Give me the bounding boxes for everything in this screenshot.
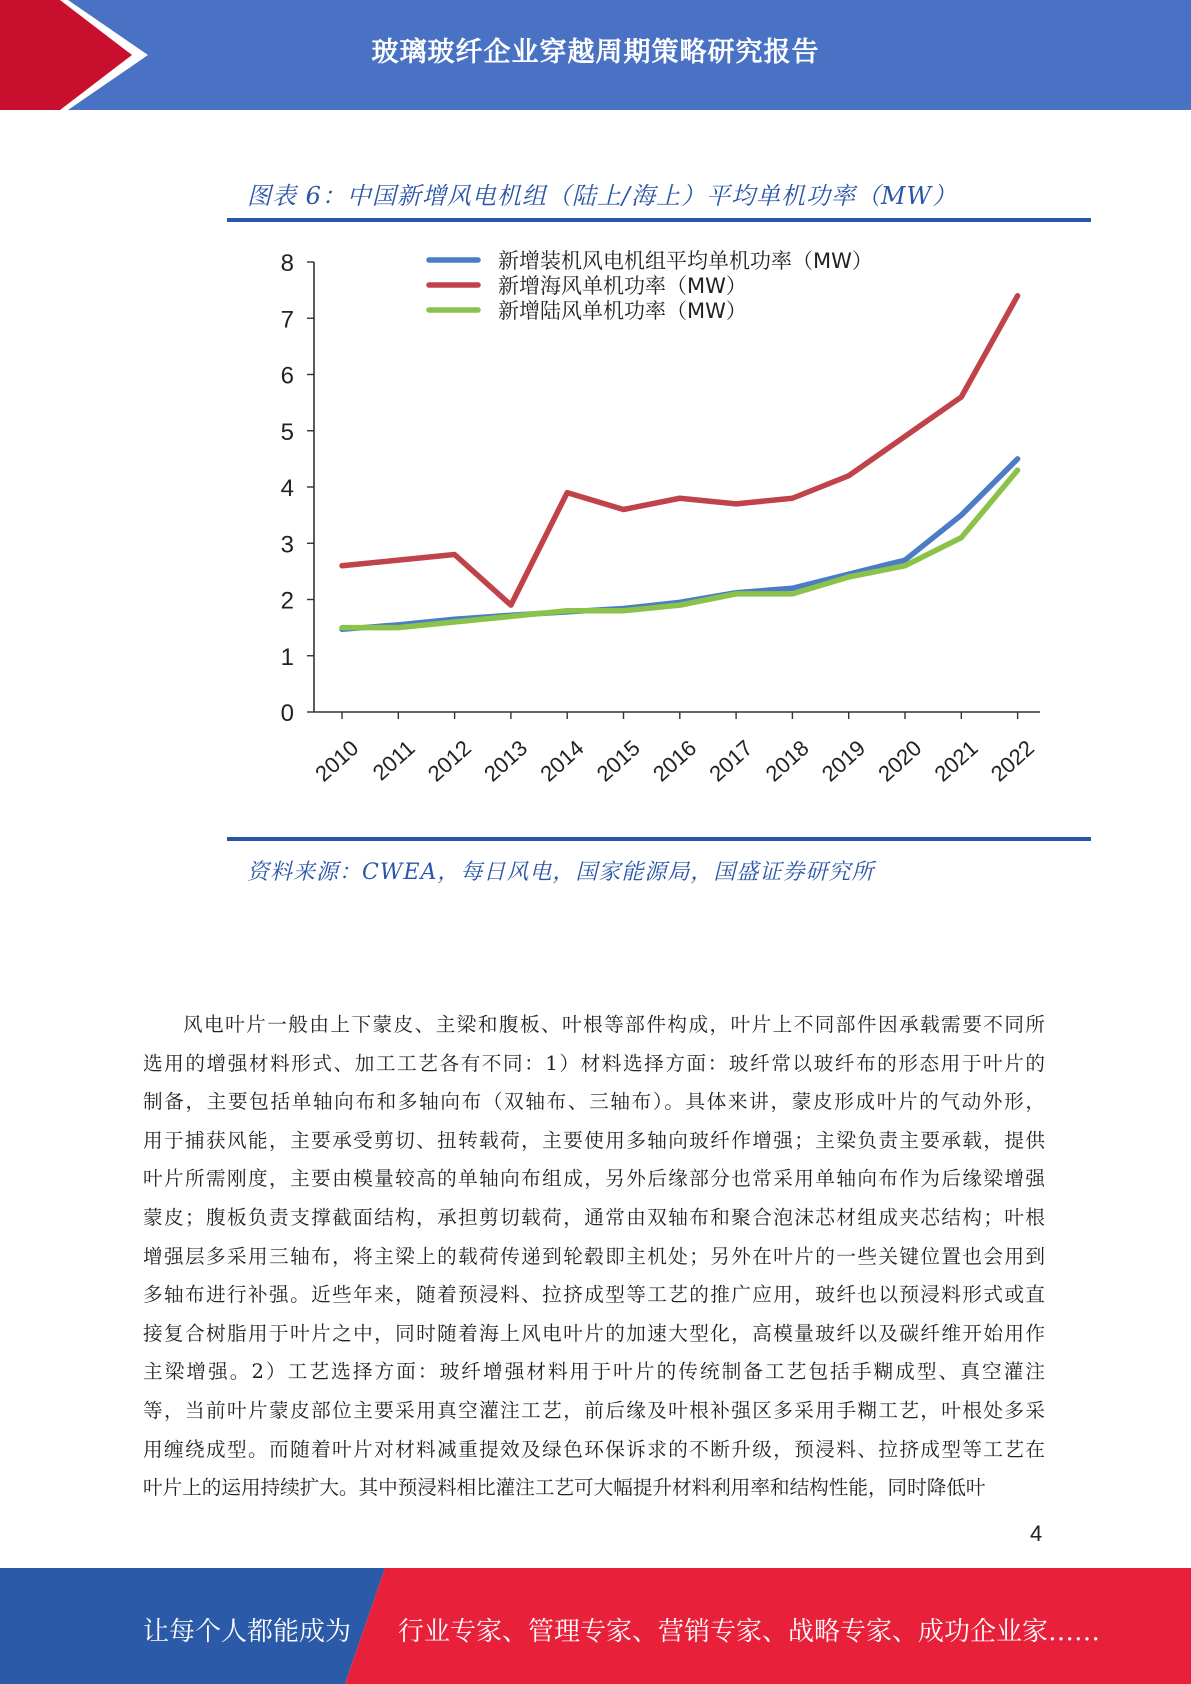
- page-header: [0, 0, 1191, 110]
- body-line: 等，当前叶片蒙皮部位主要采用真空灌注工艺，前后缘及叶根补强区多采用手糊工艺，叶根处多采: [143, 1398, 1045, 1422]
- body-paragraph: [143, 1006, 1045, 1508]
- body-line: 制备，主要包括单轴向布和多轴向布（双轴布、三轴布）。具体来讲，蒙皮形成叶片的气动外形，: [143, 1090, 1045, 1114]
- legend-label: 新增海风单机功率（MW）: [498, 274, 747, 298]
- x-tick-label: 2018: [760, 735, 814, 787]
- body-line: 选用的增强材料形式、加工工艺各有不同：1）材料选择方面：玻纤常以玻纤布的形态用于叶片的: [143, 1051, 1045, 1075]
- body-line: 增强层多采用三轴布，将主梁上的载荷传递到轮毂即主机处；另外在叶片的一些关键位置也会用到: [143, 1244, 1045, 1268]
- legend-label: 新增装机风电机组平均单机功率（MW）: [498, 250, 873, 273]
- x-tick-label: 2020: [873, 735, 927, 787]
- line-chart: [230, 250, 1070, 810]
- page-footer: [0, 1568, 1191, 1684]
- footer-slogan-left: 让每个人都能成为: [143, 1617, 352, 1647]
- body-line: 风电叶片一般由上下蒙皮、主梁和腹板、叶根等部件构成，叶片上不同部件因承载需要不同所: [183, 1013, 1045, 1036]
- x-tick-label: 2017: [704, 735, 758, 787]
- x-tick-label: 2010: [310, 735, 364, 787]
- legend-label: 新增陆风单机功率（MW）: [498, 299, 747, 323]
- x-tick-label: 2014: [535, 735, 589, 787]
- y-tick-label: 1: [280, 643, 294, 671]
- x-tick-label: 2012: [422, 735, 476, 787]
- y-tick-label: 5: [280, 418, 294, 446]
- footer-slogan-right: 行业专家、管理专家、营销专家、战略专家、成功企业家……: [398, 1617, 1101, 1647]
- figure-source: 资料来源：CWEA，每日风电，国家能源局，国盛证券研究所: [247, 860, 875, 885]
- x-tick-label: 2022: [985, 735, 1039, 787]
- body-line: 蒙皮；腹板负责支撑截面结构，承担剪切载荷，通常由双轴布和聚合泡沫芯材组成夹芯结构；叶根: [143, 1205, 1045, 1229]
- body-line: 用于捕获风能，主要承受剪切、扭转载荷，主要使用多轴向玻纤作增强；主梁负责主要承载，提供: [143, 1128, 1045, 1152]
- body-line: 主梁增强。2）工艺选择方面：玻纤增强材料用于叶片的传统制备工艺包括手糊成型、真空灌注: [143, 1360, 1045, 1384]
- y-tick-label: 2: [280, 587, 294, 615]
- y-tick-label: 4: [280, 475, 294, 502]
- body-line: 叶片上的运用持续扩大。其中预浸料相比灌注工艺可大幅提升材料利用率和结构性能，同时降低叶: [143, 1476, 986, 1500]
- y-tick-label: 8: [280, 250, 294, 277]
- y-tick-label: 3: [280, 531, 294, 559]
- body-line: 接复合树脂用于叶片之中，同时随着海上风电叶片的加速大型化，高模量玻纤以及碳纤维开始用作: [143, 1321, 1045, 1345]
- x-tick-label: 2021: [929, 735, 983, 787]
- body-line: 叶片所需刚度，主要由模量较高的单轴向布组成，另外后缘部分也常采用单轴向布作为后缘梁增强: [143, 1167, 1045, 1191]
- x-tick-label: 2015: [591, 735, 645, 787]
- y-tick-label: 7: [280, 306, 294, 334]
- x-tick-label: 2019: [816, 735, 871, 787]
- x-tick-label: 2013: [479, 735, 533, 787]
- x-tick-label: 2011: [367, 735, 420, 786]
- body-line: 多轴布进行补强。近些年来，随着预浸料、拉挤成型等工艺的推广应用，玻纤也以预浸料形式或直: [143, 1283, 1045, 1307]
- x-tick-label: 2016: [648, 735, 702, 787]
- report-title: 玻璃玻纤企业穿越周期策略研究报告: [371, 37, 820, 68]
- y-tick-label: 0: [280, 700, 294, 727]
- figure-top-rule: [227, 218, 1091, 222]
- body-line: 用缠绕成型。而随着叶片对材料减重提效及绿色环保诉求的不断升级，预浸料、拉挤成型等工艺在: [143, 1437, 1045, 1461]
- page-number: 4: [1030, 1521, 1043, 1546]
- figure-bottom-rule: [227, 837, 1091, 841]
- y-tick-label: 6: [280, 362, 294, 390]
- figure-title: 图表 6：中国新增风电机组（陆上/海上）平均单机功率（MW）: [247, 182, 958, 210]
